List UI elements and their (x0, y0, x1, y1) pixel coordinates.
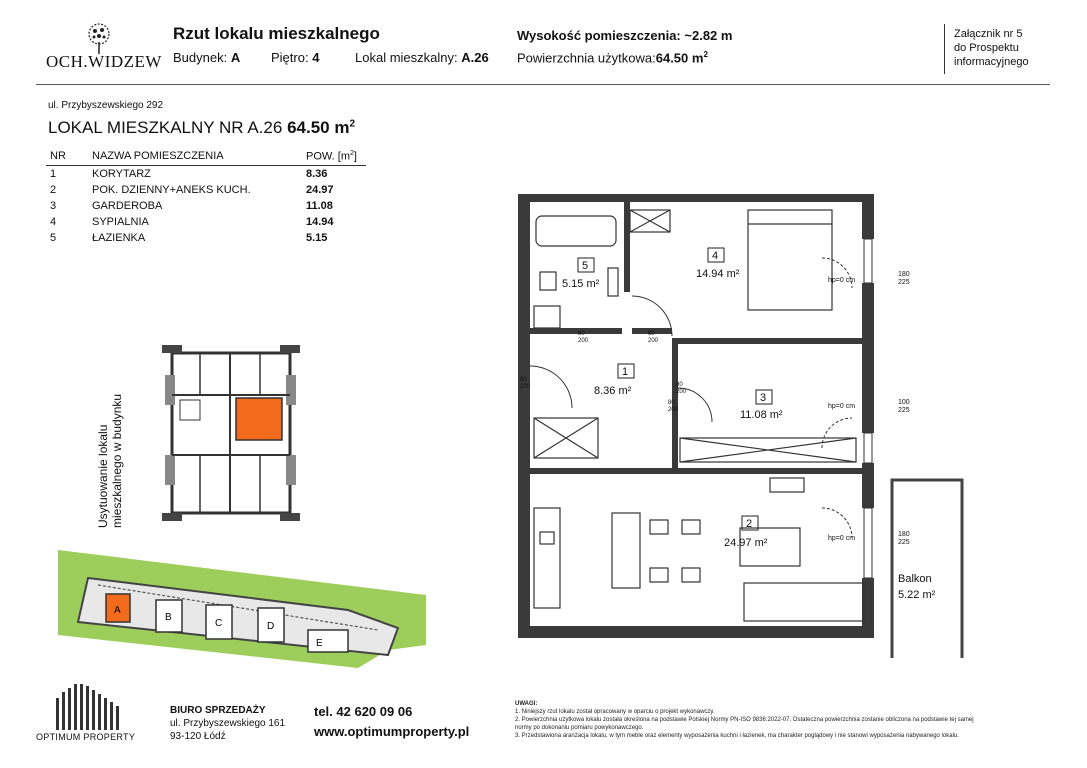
company-logo (36, 684, 140, 744)
sales-city: 93-120 Łódź (170, 731, 226, 742)
building-value: A (230, 50, 241, 65)
floor-plan (512, 188, 972, 658)
highlighted-unit (236, 398, 282, 440)
room2-num: 2 (746, 518, 753, 530)
annex-note (954, 27, 1029, 69)
sales-office (170, 704, 285, 743)
floor-label: Piętro: (271, 50, 309, 65)
unit-title (48, 118, 355, 138)
window2-bot: 225 (898, 407, 910, 414)
door-c-bot: 200 (648, 338, 659, 344)
note-3: 3. Przedstawiona aranżacja lokalu, w tym meble oraz elementy wyposażenia kuchni i łazienek, ma charakter poglądowy i nie stanowi wyposażenia nabywanego lokalu. (515, 733, 959, 739)
company-name: OPTIMUM PROPERTY (36, 732, 136, 742)
row-nr: 2 (50, 183, 57, 196)
hp-label-1: hp=0 cm (828, 277, 856, 284)
hp-label-3: hp=0 cm (828, 535, 856, 542)
door-b-top: 80 (578, 331, 585, 337)
door-b-bot: 200 (578, 338, 589, 344)
room4-num: 4 (712, 250, 719, 262)
unit-info (355, 50, 489, 65)
door-a-bot: 200 (520, 384, 531, 390)
room5-num: 5 (582, 260, 589, 272)
table-row (46, 182, 366, 198)
window1-bot: 225 (898, 279, 910, 286)
site-building-e (308, 630, 348, 652)
room1-area: 8.36 m² (594, 385, 632, 397)
row-name: GARDEROBA (92, 199, 163, 212)
height-info (517, 28, 732, 43)
brand-text: OCH.WIDZEW (46, 52, 162, 71)
tree-logo-icon (84, 22, 114, 56)
unit-title-text: LOKAL MIESZKALNY NR A.26 (48, 118, 283, 137)
table-row (46, 198, 366, 214)
row-name: ŁAZIENKA (92, 231, 146, 244)
door-d-top: 80 (668, 400, 675, 406)
balcony (892, 480, 962, 658)
floor-value: 4 (312, 50, 320, 65)
building-label: Budynek: (173, 50, 228, 65)
area-info (517, 50, 708, 65)
row-nr: 1 (50, 167, 57, 180)
room1-num: 1 (622, 366, 629, 378)
annex-divider (944, 24, 945, 74)
door-c-top: 80 (648, 331, 655, 337)
site-label-a: A (114, 605, 121, 616)
location-label (96, 394, 124, 528)
site-label-d: D (267, 621, 275, 632)
door-d-bot: 200 (668, 407, 679, 413)
window1-top: 180 (898, 271, 910, 278)
row-area: 14.94 (306, 215, 334, 228)
row-area: 24.97 (306, 183, 334, 196)
annex-line2: do Prospektu (954, 42, 1019, 54)
area-sup: 2 (703, 50, 708, 59)
unit-area: 64.50 m (287, 118, 350, 137)
site-plan (58, 550, 426, 678)
sales-street: ul. Przybyszewskiego 161 (170, 718, 286, 729)
annex-line1: Załącznik nr 5 (954, 28, 1023, 40)
row-area: 5.15 (306, 231, 328, 244)
site-label-e: E (316, 638, 323, 649)
door-a-top: 90 (520, 377, 527, 383)
row-nr: 4 (50, 215, 57, 228)
window2-top: 100 (898, 399, 910, 406)
notes-title: UWAGI: (515, 701, 538, 707)
table-row (46, 165, 366, 182)
room4-area: 14.94 m² (696, 268, 740, 280)
sales-title: BIURO SPRZEDAŻY (170, 705, 266, 716)
site-label-c: C (215, 618, 223, 629)
floor-info (271, 50, 319, 65)
room5-area: 5.15 m² (562, 278, 600, 290)
header-rule (36, 84, 1050, 85)
page-title: Rzut lokalu mieszkalnego (173, 24, 380, 43)
col-area-text: POW. [m (306, 150, 350, 163)
height-label: Wysokość pomieszczenia: (517, 28, 681, 43)
hp-label-2: hp=0 cm (828, 403, 856, 410)
door-e-bot: 200 (676, 389, 687, 395)
balcony-area: 5.22 m² (898, 589, 936, 601)
note-1: 1. Niniejszy rzut lokalu został opracowany w oparciu o projekt wykonawczy. (515, 709, 715, 715)
room2-area: 24.97 m² (724, 537, 768, 549)
col-area-end: ] (353, 150, 357, 163)
site-label-b: B (165, 612, 172, 623)
rooms-table-header (46, 148, 366, 165)
notes (515, 700, 1055, 740)
area-value: 64.50 m (655, 50, 704, 66)
row-name: KORYTARZ (92, 167, 151, 180)
table-row (46, 230, 366, 246)
address: ul. Przybyszewskiego 292 (48, 100, 164, 111)
col-nr: NR (46, 148, 88, 165)
room3-num: 3 (760, 392, 767, 404)
door-e-top: 80 (676, 382, 683, 388)
buildings-logo-icon (54, 684, 124, 730)
col-area-sup: 2 (350, 150, 354, 157)
website-link[interactable]: www.optimumproperty.pl (314, 724, 470, 739)
building-info (173, 50, 240, 65)
area-label: Powierzchnia użytkowa: (517, 50, 656, 66)
phone-number: tel. 42 620 09 06 (314, 704, 413, 719)
room3-area: 11.08 m² (740, 409, 783, 421)
logo (46, 22, 161, 74)
unit-value: A.26 (461, 50, 489, 65)
unit-area-sup: 2 (349, 118, 356, 130)
row-nr: 5 (50, 231, 57, 244)
location-line2: mieszkalnego w budynku (110, 393, 124, 528)
rooms-table (46, 148, 366, 246)
row-area: 8.36 (306, 167, 328, 180)
note-2: 2. Powierzchnia użytkowa lokalu została określona na podstawie Polskiej Normy PN-ISO 9836:2022-07. Ostateczna powierzchnia zostanie obliczona na podstawie tej samej (515, 717, 974, 723)
building-location-plan (160, 345, 302, 525)
col-area (302, 148, 366, 165)
row-area: 11.08 (306, 199, 333, 212)
unit-label: Lokal mieszkalny: (355, 50, 458, 65)
balcony-label: Balkon (898, 573, 932, 585)
window3-top: 180 (898, 531, 910, 538)
row-name: POK. DZIENNY+ANEKS KUCH. (92, 183, 251, 196)
note-2b: normy po dokonaniu pomiaru powykonawczego. (515, 725, 644, 731)
height-value: ~2.82 m (684, 28, 733, 43)
window3-bot: 225 (898, 539, 910, 546)
col-name: NAZWA POMIESZCZENIA (88, 148, 302, 165)
row-nr: 3 (50, 199, 57, 212)
row-name: SYPIALNIA (92, 215, 149, 228)
table-row (46, 214, 366, 230)
location-line1: Usytuowanie lokalu (96, 424, 110, 528)
annex-line3: informacyjnego (954, 56, 1029, 68)
